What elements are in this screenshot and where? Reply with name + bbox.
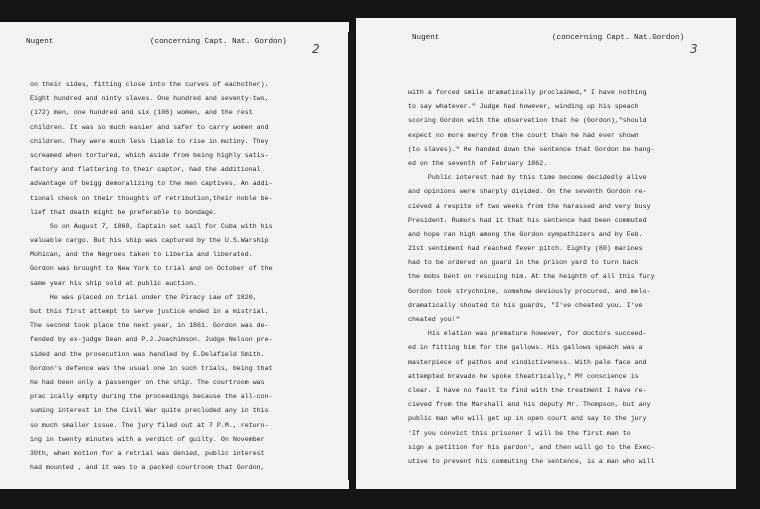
text-line: with a forced smile dramatically proclaimed," I have nothing [408,89,647,96]
text-line: on their sides, fitting close into the curves of eachother). [30,81,269,88]
text-line: ing in twenty minutes with a verdict of guilty. On November [30,435,265,443]
text-line: and hope ran high among the Gordon sympathizers and by Feb. [408,230,643,238]
text-line: clear. I have no fault to find with the treatment I have re- [408,386,647,394]
text-line: lief that death might be preferable to bondage. [30,208,217,216]
text-line: ed in fitting him for the gallows. His gallows speach was a [408,344,643,352]
text-line: Gordon's defence was the usual one in such trials, being that [30,364,273,372]
text-line: fended by ex-judge Dean and P.J.Joachimson. Judge Nelson pre- [30,336,273,344]
text-line: masterpiece of pathos and vindictiveness. With pale face and [408,358,647,366]
text-line: He was placed on trial under the Piracy Law of 1820, [30,293,257,301]
left-header-subject: (concerning Capt. Nat. Gordon) [150,38,287,46]
left-page-body [30,78,273,475]
text-line: expect no more mercy from the court than he had ever shown [408,131,639,139]
right-page [356,18,736,489]
text-line: to say whatever." Judge had however, winding up his speach [408,103,639,111]
book-spine [348,32,353,480]
text-line: attempted bravado he spoke theatrically," MY conscience is [408,372,639,380]
text-line: had mounted , and it was to a packed courtroom that Gordon, [30,464,265,472]
right-page-body [408,86,655,469]
text-line: tional check on their thoughts of retribution,their noble be- [30,194,273,202]
text-line: (to slaves)." He handed down the sentence that Gordon be hang- [408,145,655,153]
text-line: The second took place the next year, in 1861. Gordon was de- [30,322,269,330]
text-line: so much smaller issue. The jury filed out at 7 P.M., return- [30,421,269,429]
text-line: same year his ship sold at public auction. [30,279,198,287]
text-line: valuable cargo. But his ship was captured by the U.S.Warship [30,237,269,245]
text-line: scoring Gordon with the observation that he (Gordon),"should [408,117,647,125]
right-page-number: 3 [690,42,698,56]
text-line: utive to prevent his commuting the sentence, is a man who will [408,457,655,465]
text-line: cieved a respite of two weeks from the harassed and very busy [408,202,651,210]
text-line: cheated you!" [408,316,460,323]
left-header-author: Nugent [26,38,54,46]
text-line: sided and the prosecution was handled by E.Delafield Smith. [30,350,265,358]
text-line: sign a petition for his pardon', and then will go to the Exec- [408,443,655,451]
text-line: President. Rumors had it that his sentence had been commuted [408,216,647,224]
text-line: advantage of beigg demoralizing to the men captives. An addi- [30,180,273,188]
left-page-number: 2 [312,42,320,56]
text-line: Mohican, and the Negroes taken to Liberia and liberated. [30,251,253,259]
text-line: Eight hundred and ninty slaves. One hundred and seventy-two, [30,95,269,103]
right-header-author: Nugent [412,34,440,42]
text-line: but this first attempt to serve justice ended in a mistrial. [30,308,269,315]
text-line: 21st sentiment had reached fever pitch. Eighty (80) marines [408,245,643,253]
left-page [0,22,349,489]
text-line: His elation was premature however, for doctors succeed- [408,330,647,338]
text-line: ed on the seventh of February 1862. [408,159,548,167]
text-line: dramatically shouted to his guards, "I've cheated you. I've [408,301,643,309]
text-line: Gordon was brought to New York to trial and on October of the [30,265,273,273]
text-line: 30th, when motion for a retrial was denied, public interest [30,449,265,457]
text-line: cieved from the Marshall and his deputy Mr. Thompson, but any [408,401,651,409]
text-line: children. It was so much easier and safer to carry women and [30,123,269,131]
text-line: Public interest had by this time become decidedly alive [408,174,647,182]
text-line: children. They were much less liable to rise in mutiny. They [30,137,269,145]
text-line: factory and flattering to their captor, had the additional [30,166,261,174]
text-line: 'If you convict this prisoner I will be the first man to [408,429,631,437]
text-line: (172) men, one hundred and six (106) women, and the rest [30,109,253,117]
text-line: suming interest in the Civil War quite precluded any in this [30,407,269,415]
text-line: Gordon took strychnine, somehow deviously procured, and melo- [408,287,651,295]
text-line: So on August 7, 1860, Captain set sail for Cuba with his [30,222,273,230]
text-line: and opinions were sharply divided. On the seventh Gordon re- [408,188,647,196]
text-line: had to be ordered on guard in the prison yard to turn back [408,259,639,267]
text-line: screamed when tortured, which aside from being highly satis- [30,151,269,159]
text-line: prac ically empty during the proceedings because the all-con- [30,393,273,401]
right-header-subject: (concerning Capt. Nat.Gordon) [552,34,685,42]
text-line: he had been only a passenger on the ship. The courtroom was [30,378,265,386]
text-line: public man who will get up in open court and say to the jury [408,415,647,423]
text-line: the mobs bent on rescuing him. At the heighth of all this fury [408,273,655,281]
